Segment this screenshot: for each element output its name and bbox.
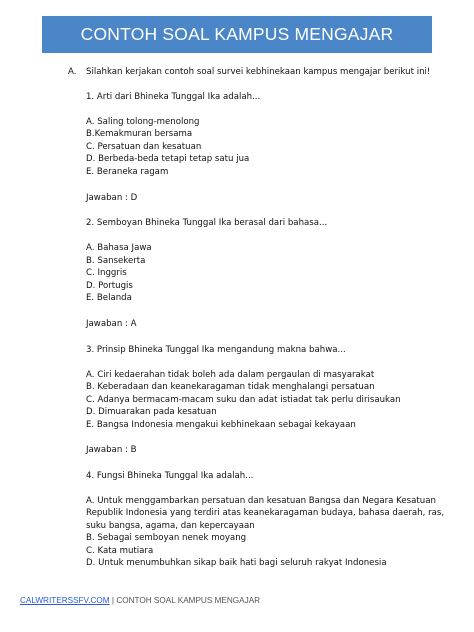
q3-option-e: E. Bangsa Indonesia mengakui kebhinekaan sebagai kekayaan (86, 420, 356, 430)
q4-option-c: C. Kata mutiara (86, 546, 154, 556)
footer-site-link[interactable]: CALWRITERSSFV.COM (20, 596, 110, 605)
question-4: 4. Fungsi Bhineka Tunggal Ika adalah... (86, 471, 254, 481)
q3-option-c: C. Adanya bermacam-macam suku dan adat istiadat tak perlu dirisaukan (86, 395, 401, 405)
question-2: 2. Semboyan Bhineka Tunggal Ika berasal dari bahasa... (86, 218, 328, 228)
footer-separator: | (109, 596, 117, 605)
page-footer (20, 596, 260, 605)
question-3: 3. Prinsip Bhineka Tunggal Ika mengandung makna bahwa... (86, 345, 346, 355)
q4-option-a-line1: A. Untuk menggambarkan persatuan dan kesatuan Bangsa dan Negara Kesatuan (86, 496, 436, 506)
section-letter: A. (68, 67, 77, 77)
page-title: CONTOH SOAL KAMPUS MENGAJAR (80, 24, 394, 44)
q3-option-b: B. Keberadaan dan keanekaragaman tidak menghalangi persatuan (86, 382, 375, 392)
q3-option-a: A. Ciri kedaerahan tidak boleh ada dalam pergaulan di masyarakat (86, 370, 375, 380)
q1-answer: Jawaban : D (86, 193, 138, 203)
q2-option-a: A. Bahasa Jawa (86, 243, 152, 253)
footer-text: CONTOH SOAL KAMPUS MENGAJAR (116, 596, 261, 605)
instruction-text: Silahkan kerjakan contoh soal survei kebhinekaan kampus mengajar berikut ini! (86, 67, 431, 77)
q2-option-e: E. Belanda (86, 293, 132, 303)
q2-answer: Jawaban : A (86, 319, 137, 329)
q4-option-b: B. Sebagai semboyan nenek moyang (86, 533, 247, 543)
q1-option-b: B.Kemakmuran bersama (86, 129, 193, 139)
q4-option-a-line2: Republik Indonesia yang terdiri atas keanekaragaman budaya, bahasa daerah, ras, (86, 508, 445, 518)
question-1: 1. Arti dari Bhineka Tunggal Ika adalah... (86, 92, 261, 102)
q2-option-d: D. Portugis (86, 281, 133, 291)
q1-option-d: D. Berbeda-beda tetapi tetap satu jua (86, 154, 250, 164)
q4-option-a-line3: suku bangsa, agama, dan kepercayaan (86, 521, 255, 531)
q2-option-b: B. Sansekerta (86, 256, 146, 266)
q3-answer: Jawaban : B (86, 445, 137, 455)
q1-option-c: C. Persatuan dan kesatuan (86, 142, 202, 152)
q1-option-e: E. Beraneka ragam (86, 167, 169, 177)
q2-option-c: C. Inggris (86, 268, 127, 278)
q1-option-a: A. Saling tolong-menolong (86, 117, 200, 127)
q4-option-d: D. Untuk menumbuhkan sikap baik hati bagi seluruh rakyat Indonesia (86, 558, 387, 568)
q3-option-d: D. Dimuarakan pada kesatuan (86, 407, 217, 417)
